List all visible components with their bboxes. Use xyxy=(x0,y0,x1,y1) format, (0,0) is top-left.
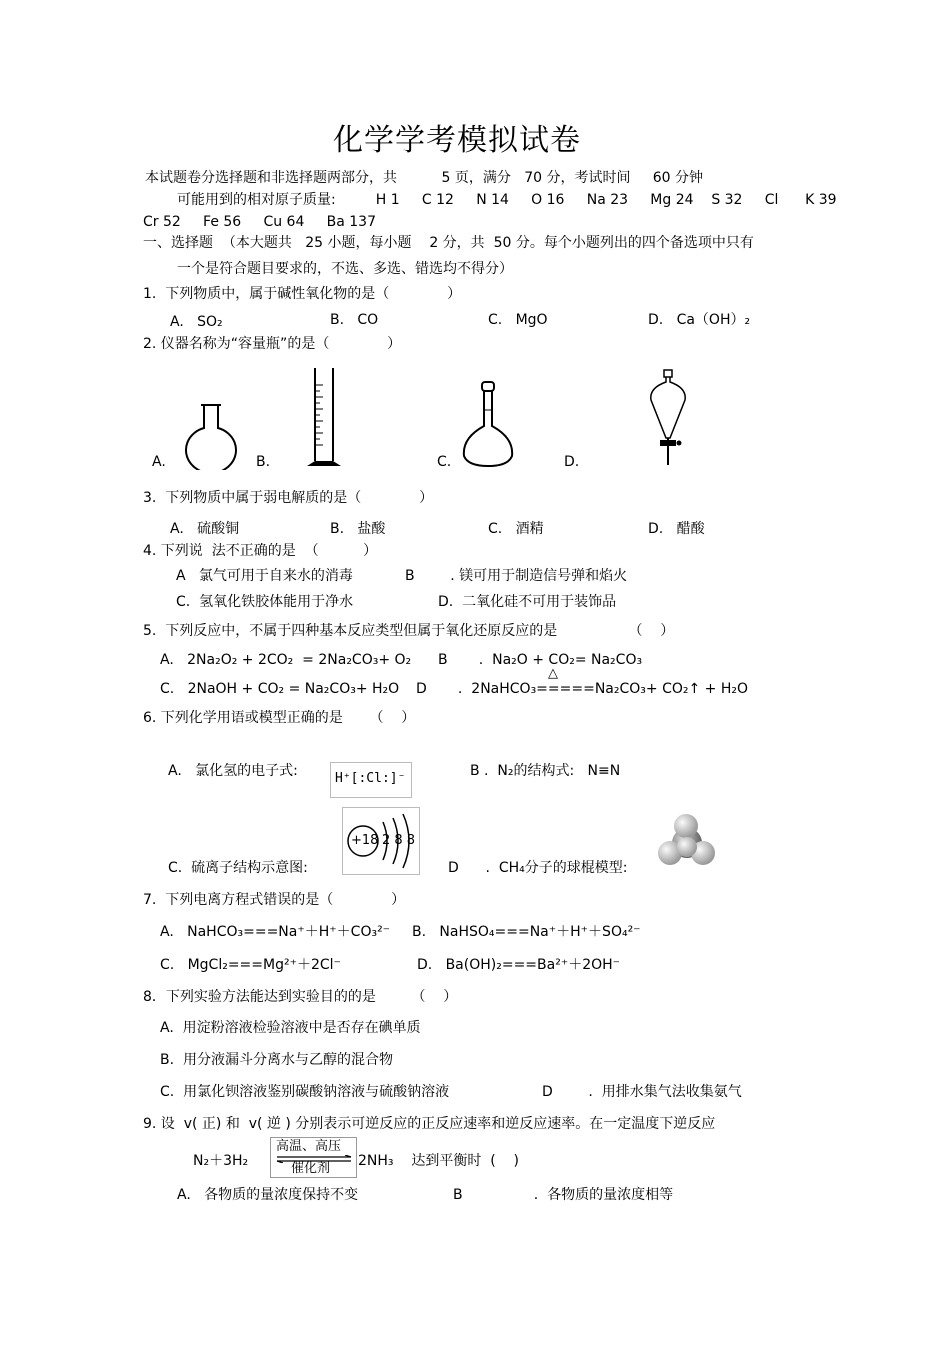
q9-equation-right: 2NH₃ 达到平衡时 ( ) xyxy=(358,1153,519,1169)
q5-option-b: B . Na₂O + CO₂= Na₂CO₃ xyxy=(438,652,643,668)
q5-stem: 5. 下列反应中，不属于四种基本反应类型但属于氧化还原反应的是 （ ） xyxy=(143,623,675,639)
q7-option-d: D. Ba(OH)₂===Ba²⁺＋2OH⁻ xyxy=(417,957,621,973)
heat-symbol: △ xyxy=(548,666,558,681)
q8-stem: 8．下列实验方法能达到实验目的的是 （ ） xyxy=(143,989,458,1005)
nucleus-charge: +18 xyxy=(351,833,379,848)
q3-stem: 3. 下列物质中属于弱电解质的是（ ） xyxy=(143,490,434,506)
q7-option-b: B. NaHSO₄===Na⁺＋H⁺＋SO₄²⁻ xyxy=(412,924,641,940)
q6-option-c: C. 硫离子结构示意图: xyxy=(168,860,308,876)
q5-option-d: D . 2NaHCO₃=====Na₂CO₃+ CO₂↑ + H₂O xyxy=(416,681,749,697)
section-instructions: 一个是符合题目要求的，不选、多选、错选均不得分） xyxy=(177,261,513,277)
electron-shell-counts: 2 8 8 xyxy=(382,833,416,848)
atomic-masses: 可能用到的相对原子质量: H 1 C 12 N 14 O 16 Na 23 Mg 24 S 32 Cl K 39 xyxy=(177,192,837,208)
q3-option-a: A. 硫酸铜 xyxy=(170,521,240,537)
reaction-conditions-box xyxy=(270,1137,357,1178)
q2-option-c: C. xyxy=(437,454,452,470)
round-bottom-flask-figure xyxy=(183,400,239,470)
q1-option-d: D. Ca（OH）₂ xyxy=(648,312,751,328)
q8-option-c: C. 用氯化钡溶液鉴别碳酸钠溶液与硫酸钠溶液 xyxy=(160,1084,450,1100)
q4-option-b: B . 镁可用于制造信号弹和焰火 xyxy=(405,568,628,584)
q1-stem: 1. 下列物质中，属于碱性氧化物的是（ ） xyxy=(143,286,462,302)
methane-model-figure xyxy=(655,812,719,874)
q7-option-a: A. NaHCO₃===Na⁺＋H⁺＋CO₃²⁻ xyxy=(160,924,391,940)
q6-option-b: B . N₂的结构式: N≡N xyxy=(470,763,621,779)
q1-option-c: C. MgO xyxy=(488,312,548,328)
sulfide-ion-diagram xyxy=(342,807,420,875)
q8-option-b: B. 用分液漏斗分离水与乙醇的混合物 xyxy=(160,1052,393,1068)
q4-option-d: D. 二氧化硅不可用于装饰品 xyxy=(438,594,617,610)
q2-stem: 2. 仪器名称为“容量瓶”的是（ ） xyxy=(143,336,402,352)
q4-stem: 4. 下列说 法不正确的是 （ ） xyxy=(143,543,378,559)
intro-line-1: 本试题卷分选择题和非选择题两部分，共 5 页，满分 70 分，考试时间 60 分钟 xyxy=(145,170,703,186)
q9-option-b: B . 各物质的量浓度相等 xyxy=(453,1187,674,1203)
q7-stem: 7. 下列电离方程式错误的是（ ） xyxy=(143,892,406,908)
q3-option-b: B. 盐酸 xyxy=(330,521,386,537)
q9-option-a: A. 各物质的量浓度保持不变 xyxy=(177,1187,359,1203)
atomic-masses-cont: Cr 52 Fe 56 Cu 64 Ba 137 xyxy=(143,214,376,230)
hcl-formula-text: H⁺[:Cl:]⁻ xyxy=(335,771,406,786)
q9-equation-left: N₂＋3H₂ xyxy=(193,1153,249,1169)
condition-bottom: 催化剂 xyxy=(291,1161,331,1176)
q5-option-c: C. 2NaOH + CO₂ = Na₂CO₃+ H₂O xyxy=(160,681,400,697)
page-title: 化学学考模拟试卷 xyxy=(333,123,581,158)
q2-option-d: D. xyxy=(564,454,580,470)
condition-top: 高温、高压 xyxy=(276,1139,342,1154)
q2-option-a: A. xyxy=(152,454,166,470)
q7-option-c: C. MgCl₂===Mg²⁺＋2Cl⁻ xyxy=(160,957,341,973)
q1-option-b: B. CO xyxy=(330,312,379,328)
q9-stem: 9. 设 v( 正) 和 v( 逆 ) 分别表示可逆反应的正反应速率和逆反应速率。在一定温度下逆反应 xyxy=(143,1116,716,1132)
graduated-cylinder-figure xyxy=(303,365,345,470)
section-heading: 一、选择题 （本大题共 25 小题，每小题 2 分，共 50 分。每个小题列出的四个备选项中只有 xyxy=(143,235,754,251)
q4-option-a: A 氯气可用于自来水的消毒 xyxy=(176,568,353,584)
q5-option-a: A. 2Na₂O₂ + 2CO₂ = 2Na₂CO₃+ O₂ xyxy=(160,652,412,668)
q8-option-d: D . 用排水集气法收集氨气 xyxy=(542,1084,742,1100)
separatory-funnel-figure xyxy=(645,368,691,468)
q1-option-a: A. SO₂ xyxy=(170,314,223,330)
q6-stem: 6. 下列化学用语或模型正确的是 （ ） xyxy=(143,710,416,726)
q2-option-b: B. xyxy=(256,454,271,470)
q6-option-a: A. 氯化氢的电子式: xyxy=(168,763,298,779)
q4-option-c: C. 氢氧化铁胶体能用于净水 xyxy=(176,594,354,610)
hcl-electron-formula xyxy=(330,762,412,798)
q3-option-c: C. 酒精 xyxy=(488,521,544,537)
q8-option-a: A. 用淀粉溶液检验溶液中是否存在碘单质 xyxy=(160,1020,421,1036)
q6-option-d: D . CH₄分子的球棍模型: xyxy=(448,860,628,876)
volumetric-flask-figure xyxy=(458,380,518,470)
q3-option-d: D. 醋酸 xyxy=(648,521,705,537)
